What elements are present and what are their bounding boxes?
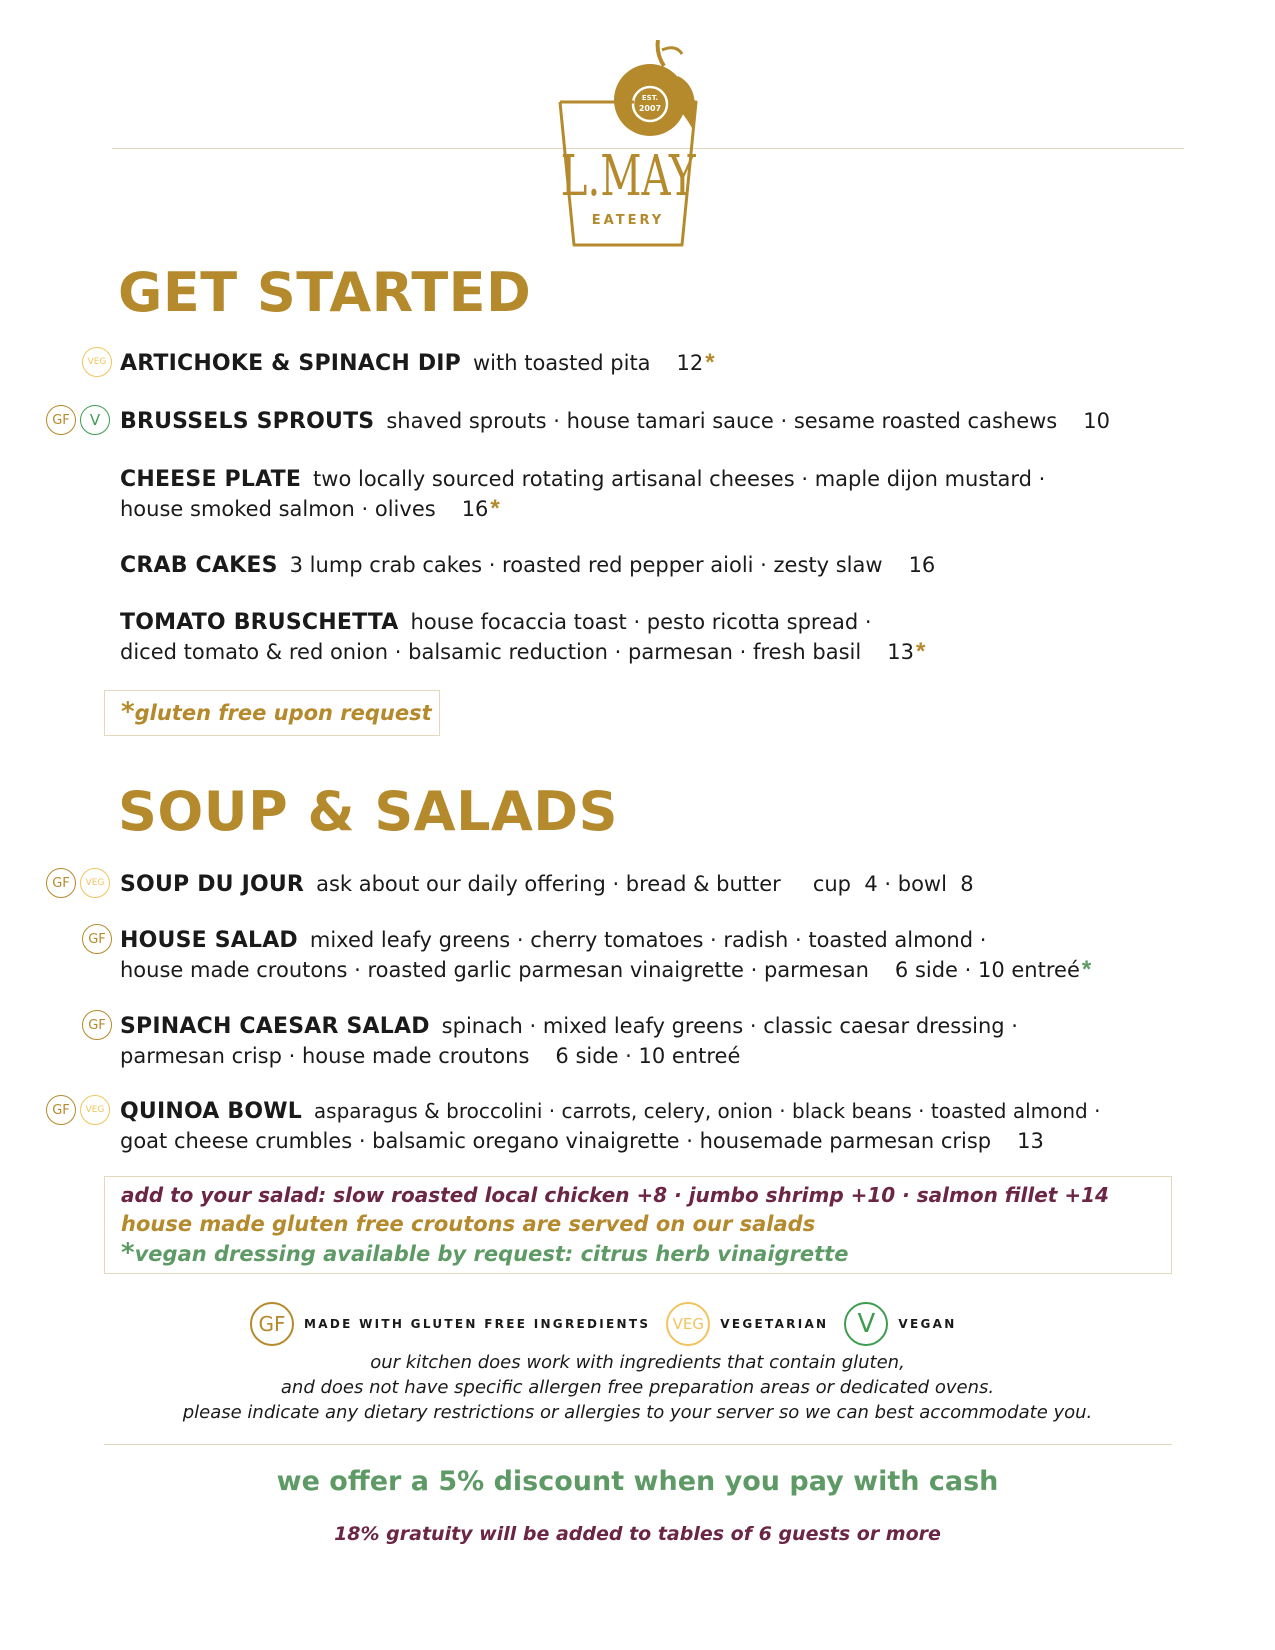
item-badges (82, 1010, 112, 1040)
item-name: SPINACH CAESAR SALAD (120, 1014, 430, 1039)
allergen-disclaimer: our kitchen does work with ingredients that contain gluten, and does not have specific allergen free preparation areas or dedicated ovens. please indicate any dietary restrictions or allergies to your server so we can best accommodate you. (182, 1352, 1093, 1423)
lmay-eatery-logo (536, 40, 736, 260)
item-description-cont: parmesan crisp · house made croutons (120, 1044, 530, 1068)
footer-divider (104, 1444, 1172, 1445)
item-badges (46, 868, 110, 898)
item-description: mixed leafy greens · cherry tomatoes · radish · toasted almond · (309, 928, 987, 952)
item-badges (46, 1095, 110, 1125)
item-name: TOMATO BRUSCHETTA (120, 610, 399, 635)
item-price: 13 (887, 640, 914, 664)
menu-item-cheese-plate (120, 464, 1045, 524)
item-name: QUINOA BOWL (120, 1099, 302, 1124)
menu-item-tomato-bruschetta (120, 607, 925, 667)
gluten-free-request-mark: * (915, 638, 926, 665)
item-price: cup 4 · bowl 8 (812, 872, 974, 896)
vegetarian-icon: VEG (80, 868, 110, 898)
svg-text:L.MAY: L.MAY (560, 143, 696, 209)
item-name: CHEESE PLATE (120, 467, 302, 492)
section-title-get-started: GET STARTED (118, 261, 532, 324)
gluten-free-note: *gluten free upon request (104, 690, 440, 736)
gluten-free-icon: GF (46, 1095, 76, 1125)
gluten-free-icon: GF (46, 868, 76, 898)
item-description-cont: house smoked salmon · olives (120, 497, 436, 521)
cash-discount-note: we offer a 5% discount when you pay with cash (276, 1466, 999, 1497)
item-description: shaved sprouts · house tamari sauce · sesame roasted cashews (386, 409, 1058, 433)
item-price: 16 (908, 553, 936, 577)
item-badges (46, 405, 110, 435)
menu-item-soup-du-jour (120, 869, 974, 899)
vegan-dressing-note: *vegan dressing available by request: citrus herb vinaigrette (121, 1238, 849, 1268)
svg-text:EST.: EST. (641, 94, 659, 102)
item-description: two locally sourced rotating artisanal cheeses · maple dijon mustard · (313, 467, 1046, 491)
vegetarian-icon: VEG (80, 1095, 110, 1125)
legend-veg-label: VEGETARIAN (720, 1317, 829, 1331)
item-name: CRAB CAKES (120, 553, 278, 578)
gluten-free-request-mark: * (705, 349, 715, 376)
svg-text:EATERY: EATERY (591, 213, 665, 228)
legend-gf-label: MADE WITH GLUTEN FREE INGREDIENTS (304, 1317, 651, 1331)
gluten-free-icon: GF (250, 1302, 294, 1346)
item-description: house focaccia toast · pesto ricotta spread · (410, 610, 872, 634)
menu-item-spinach-caesar-salad (120, 1011, 1018, 1071)
item-badges (82, 924, 112, 954)
legend-vegan-label: VEGAN (898, 1317, 957, 1331)
cherry-icon (614, 40, 695, 136)
menu-item-brussels-sprouts (120, 406, 1110, 436)
item-name: BRUSSELS SPROUTS (120, 409, 375, 434)
vegan-dressing-mark: * (1081, 956, 1092, 983)
item-description-cont: house made croutons · roasted garlic parmesan vinaigrette · parmesan (120, 958, 869, 982)
vegetarian-icon: VEG (666, 1302, 710, 1346)
svg-text:2007: 2007 (638, 104, 662, 113)
item-price: 12 (676, 351, 704, 375)
item-description: with toasted pita (473, 351, 651, 375)
gratuity-note: 18% gratuity will be added to tables of 6 guests or more (334, 1523, 941, 1545)
vegan-icon: V (80, 405, 110, 435)
salad-addons-box (104, 1176, 1172, 1274)
menu-item-artichoke-dip (120, 348, 715, 378)
item-description: ask about our daily offering · bread & butter (316, 872, 781, 896)
vegetarian-icon: VEG (82, 347, 112, 377)
item-name: ARTICHOKE & SPINACH DIP (120, 351, 461, 376)
gluten-free-icon: GF (46, 405, 76, 435)
vegan-icon: V (844, 1302, 888, 1346)
item-price: 10 (1083, 409, 1110, 433)
item-price: 16 (461, 497, 489, 521)
gluten-free-icon: GF (82, 924, 112, 954)
gluten-free-request-mark: * (490, 495, 500, 522)
dietary-legend (250, 1302, 973, 1346)
gluten-free-croutons-note: house made gluten free croutons are served on our salads (121, 1212, 816, 1236)
menu-item-crab-cakes (120, 550, 935, 580)
item-name: SOUP DU JOUR (120, 872, 305, 897)
menu-item-house-salad (120, 925, 1091, 985)
menu-item-quinoa-bowl (120, 1096, 1100, 1156)
item-description-cont: goat cheese crumbles · balsamic oregano vinaigrette · housemade parmesan crisp (120, 1129, 992, 1153)
item-name: HOUSE SALAD (120, 928, 298, 953)
item-description-cont: diced tomato & red onion · balsamic reduction · parmesan · fresh basil (120, 640, 862, 664)
item-description: asparagus & broccolini · carrots, celery, onion · black beans · toasted almond · (313, 1099, 1101, 1123)
section-title-soup-salads: SOUP & SALADS (118, 780, 619, 843)
item-description: 3 lump crab cakes · roasted red pepper aioli · zesty slaw (289, 553, 883, 577)
item-price: 6 side · 10 entreé (555, 1044, 741, 1068)
item-badges (82, 347, 112, 377)
item-price: 13 (1017, 1129, 1044, 1153)
item-price: 6 side · 10 entreé (894, 958, 1080, 982)
gluten-free-icon: GF (82, 1010, 112, 1040)
salad-addons-line: add to your salad: slow roasted local chicken +8 · jumbo shrimp +10 · salmon fillet +14 (121, 1183, 1109, 1207)
item-description: spinach · mixed leafy greens · classic caesar dressing · (441, 1014, 1018, 1038)
